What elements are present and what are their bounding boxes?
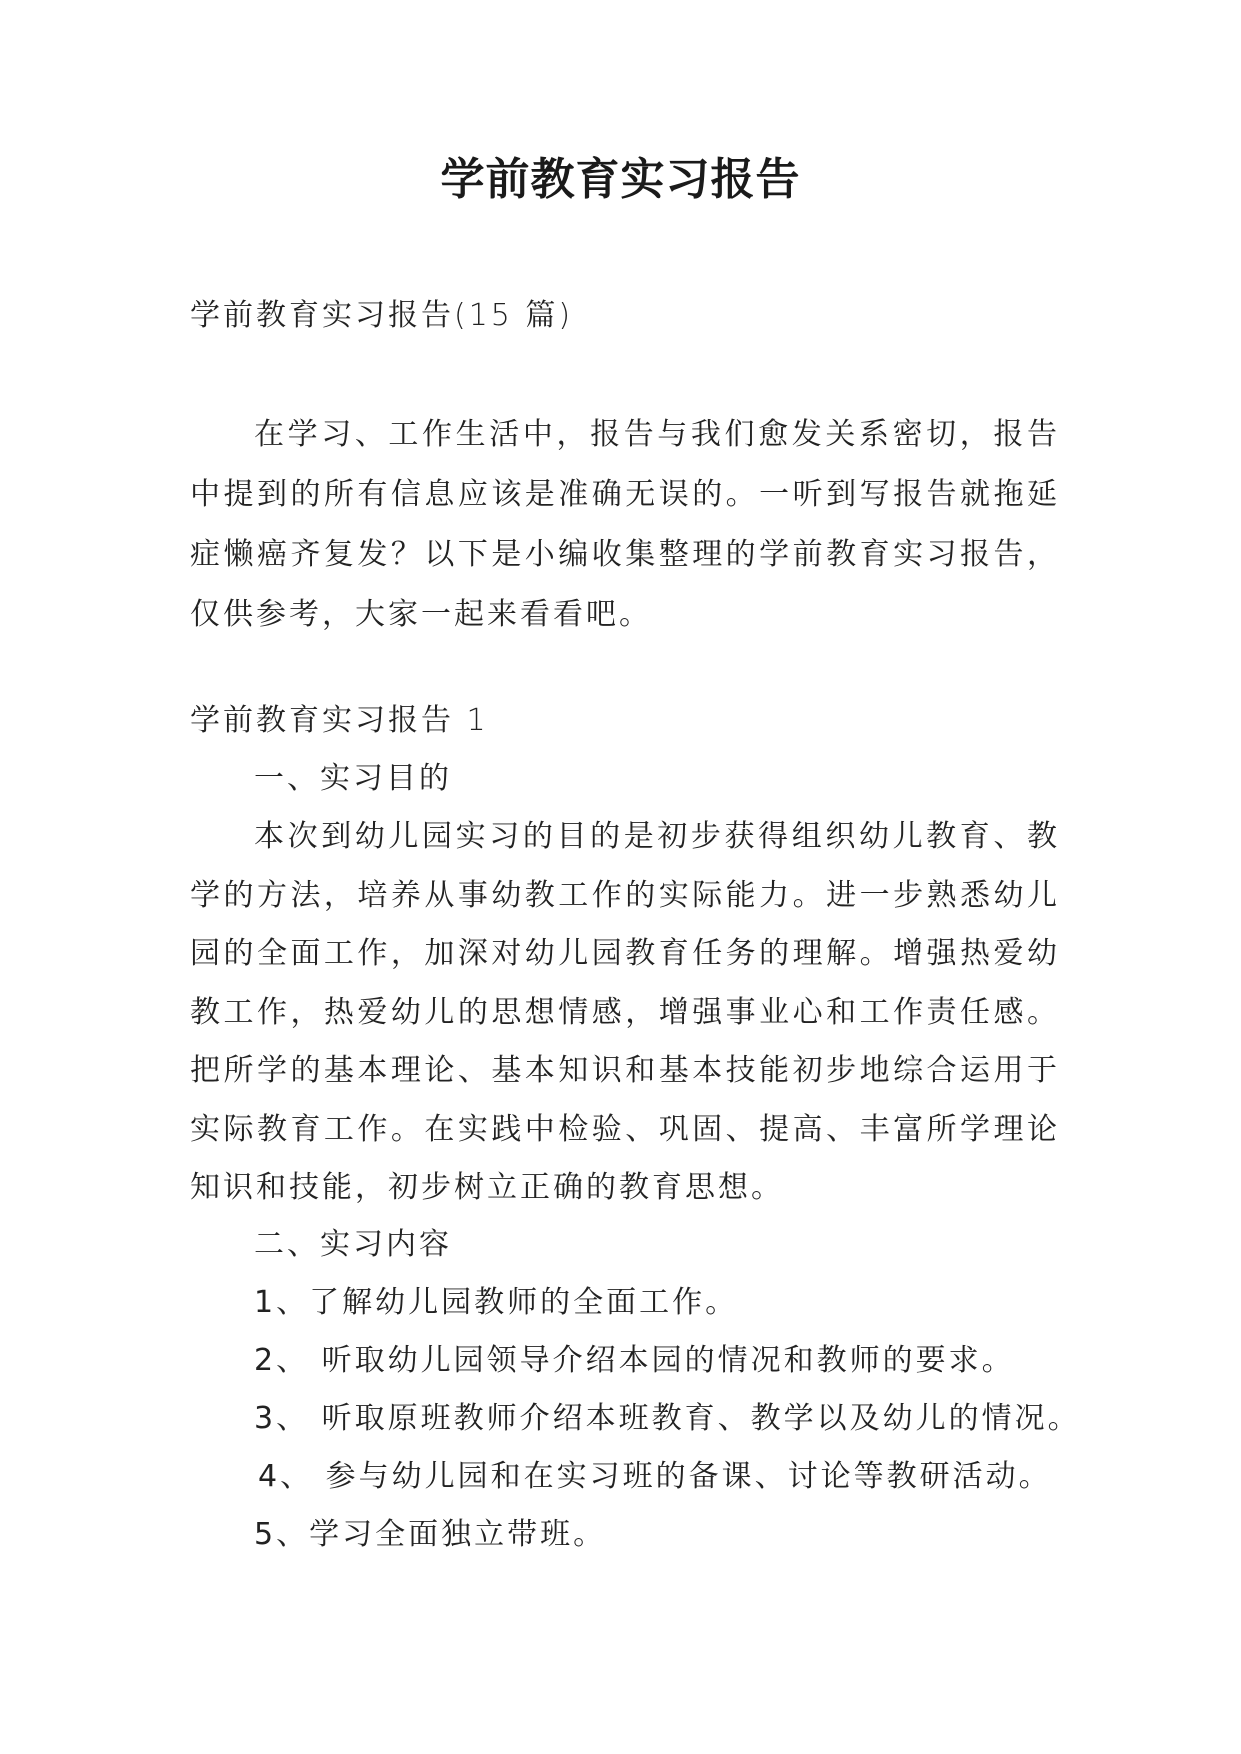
document-subtitle: 学前教育实习报告(15 篇)	[190, 298, 574, 333]
report-heading: 学前教育实习报告 1	[190, 703, 489, 738]
content-list-item: 2、 听取幼儿园领导介绍本园的情况和教师的要求。	[254, 1343, 1015, 1378]
section-heading-content: 二、实习内容	[254, 1227, 452, 1262]
purpose-paragraph: 本次到幼儿园实习的目的是初步获得组织幼儿教育、教学的方法，培养从事幼教工作的实际能力。进一步熟悉幼儿园的全面工作，加深对幼儿园教育任务的理解。增强热爱幼教工作，热爱幼儿的思想情感，增强事业心和工作责任感。把所学的基本理论、基本知识和基本技能初步地综合运用于实际教育工作。在实践中检验、巩固、提高、丰富所学理论知识和技能，初步树立正确的教育思想。	[190, 819, 1060, 1205]
section-heading-purpose: 一、实习目的	[254, 761, 452, 796]
content-list-item: 1、了解幼儿园教师的全面工作。	[254, 1285, 739, 1320]
content-list-item: 3、 听取原班教师介绍本班教育、教学以及幼儿的情况。	[254, 1401, 1081, 1436]
document-title: 学前教育实习报告	[440, 154, 801, 205]
content-list-item: 5、学习全面独立带班。	[254, 1517, 607, 1552]
intro-paragraph: 在学习、工作生活中，报告与我们愈发关系密切，报告中提到的所有信息应该是准确无误的。一听到写报告就拖延症懒癌齐复发？以下是小编收集整理的学前教育实习报告，仅供参考，大家一起来看看吧。	[190, 417, 1060, 632]
content-list-item: 4、 参与幼儿园和在实习班的备课、讨论等教研活动。	[258, 1459, 1052, 1494]
